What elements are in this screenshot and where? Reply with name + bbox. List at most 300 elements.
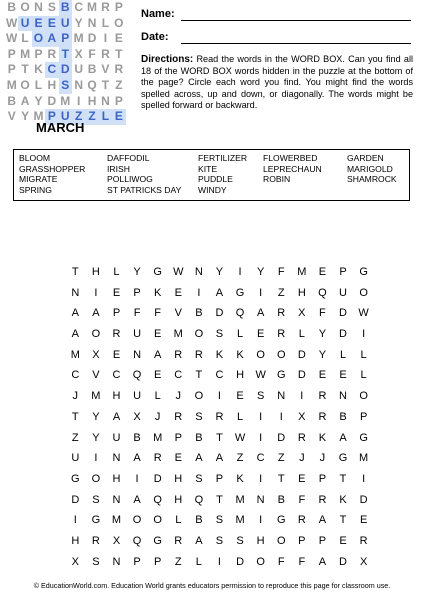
- puzzle-letter[interactable]: I: [238, 266, 242, 278]
- puzzle-letter[interactable]: D: [339, 555, 347, 568]
- puzzle-letter[interactable]: K: [236, 348, 244, 361]
- puzzle-letter[interactable]: R: [318, 390, 327, 403]
- puzzle-letter[interactable]: F: [277, 266, 285, 278]
- puzzle-letter[interactable]: V: [174, 307, 182, 320]
- word-box-word: GARDEN: [347, 153, 384, 163]
- puzzle-letter[interactable]: T: [216, 493, 223, 506]
- puzzle-letter[interactable]: L: [154, 390, 161, 403]
- logo-letter: E: [114, 31, 123, 46]
- name-field: [141, 8, 175, 20]
- logo-letter: U: [74, 62, 83, 77]
- puzzle-letter[interactable]: D: [277, 431, 286, 444]
- puzzle-letter[interactable]: F: [298, 493, 306, 506]
- puzzle-letter[interactable]: M: [359, 452, 369, 465]
- puzzle-letter[interactable]: X: [133, 410, 141, 423]
- puzzle-letter[interactable]: R: [174, 534, 183, 547]
- word-box-word: WINDY: [198, 184, 227, 195]
- puzzle-letter[interactable]: H: [236, 369, 245, 382]
- puzzle-letter[interactable]: R: [215, 410, 224, 423]
- puzzle-row: [65, 510, 374, 531]
- puzzle-letter[interactable]: P: [318, 534, 327, 547]
- puzzle-letter[interactable]: M: [153, 431, 163, 444]
- logo-letter: Q: [87, 77, 97, 92]
- puzzle-letter[interactable]: D: [153, 472, 162, 485]
- puzzle-letter[interactable]: D: [71, 493, 80, 506]
- puzzle-letter[interactable]: R: [153, 452, 162, 465]
- word-box-word: FLOWERBED: [263, 153, 318, 163]
- puzzle-letter[interactable]: V: [92, 369, 100, 382]
- puzzle-letter[interactable]: N: [277, 390, 286, 403]
- puzzle-letter[interactable]: E: [318, 369, 327, 382]
- word-box-word: BLOOM: [19, 153, 51, 163]
- puzzle-letter[interactable]: P: [318, 472, 327, 485]
- puzzle-letter[interactable]: I: [259, 472, 263, 485]
- word-box-column: [198, 153, 247, 195]
- puzzle-letter[interactable]: M: [297, 266, 307, 278]
- puzzle-letter[interactable]: D: [359, 493, 368, 506]
- puzzle-letter[interactable]: D: [297, 348, 306, 361]
- puzzle-letter[interactable]: A: [154, 348, 162, 361]
- puzzle-letter[interactable]: A: [215, 452, 224, 465]
- puzzle-letter[interactable]: Q: [235, 307, 245, 320]
- puzzle-letter[interactable]: I: [94, 286, 98, 299]
- logo-letter: E: [45, 16, 58, 32]
- puzzle-letter[interactable]: J: [175, 390, 182, 403]
- logo-letter: S: [47, 0, 56, 14]
- puzzle-letter[interactable]: L: [360, 369, 367, 382]
- puzzle-letter[interactable]: F: [277, 555, 285, 568]
- puzzle-letter[interactable]: B: [195, 307, 203, 320]
- puzzle-letter[interactable]: A: [318, 555, 327, 568]
- puzzle-row: [65, 386, 374, 407]
- date-label: Date:: [141, 31, 169, 43]
- puzzle-letter[interactable]: A: [256, 307, 265, 320]
- puzzle-letter[interactable]: K: [154, 286, 162, 299]
- puzzle-letter[interactable]: X: [112, 534, 121, 547]
- puzzle-letter[interactable]: E: [339, 369, 347, 382]
- puzzle-letter[interactable]: T: [195, 369, 203, 382]
- puzzle-letter[interactable]: C: [215, 369, 224, 382]
- page-title: MARCH: [36, 120, 85, 135]
- puzzle-letter[interactable]: E: [339, 534, 347, 547]
- puzzle-letter[interactable]: L: [339, 348, 347, 361]
- puzzle-letter[interactable]: H: [174, 493, 183, 506]
- puzzle-letter[interactable]: Z: [71, 431, 79, 444]
- puzzle-letter[interactable]: A: [339, 431, 347, 444]
- puzzle-letter[interactable]: K: [236, 472, 244, 485]
- puzzle-row: [65, 490, 374, 511]
- logo-letter: L: [99, 109, 112, 125]
- puzzle-letter[interactable]: T: [71, 410, 79, 423]
- puzzle-letter[interactable]: G: [338, 452, 348, 465]
- logo-letter: P: [7, 46, 16, 61]
- puzzle-letter[interactable]: L: [360, 348, 367, 361]
- puzzle-letter[interactable]: F: [154, 307, 162, 320]
- logo-letter: L: [21, 31, 29, 46]
- puzzle-letter[interactable]: R: [174, 410, 183, 423]
- logo-letter: D: [59, 62, 72, 78]
- puzzle-letter[interactable]: X: [298, 307, 306, 320]
- puzzle-letter[interactable]: I: [197, 286, 201, 299]
- puzzle-letter[interactable]: N: [339, 390, 347, 403]
- puzzle-letter[interactable]: F: [319, 307, 326, 320]
- puzzle-letter[interactable]: N: [194, 266, 203, 278]
- puzzle-letter[interactable]: M: [70, 348, 80, 361]
- puzzle-letter[interactable]: I: [300, 390, 304, 403]
- logo-letter: M: [73, 31, 84, 46]
- logo-letter: S: [59, 78, 72, 94]
- puzzle-letter[interactable]: E: [298, 472, 306, 485]
- puzzle-letter[interactable]: O: [276, 348, 286, 361]
- logo-letter: W: [6, 15, 18, 30]
- puzzle-letter[interactable]: A: [215, 286, 224, 299]
- puzzle-letter[interactable]: Y: [318, 348, 327, 361]
- logo-letter: R: [47, 46, 57, 61]
- puzzle-letter[interactable]: G: [71, 472, 80, 485]
- puzzle-letter[interactable]: A: [92, 307, 100, 320]
- puzzle-letter[interactable]: P: [215, 472, 224, 485]
- puzzle-letter[interactable]: H: [297, 286, 306, 299]
- puzzle-letter[interactable]: C: [71, 369, 80, 382]
- puzzle-letter[interactable]: A: [112, 410, 121, 423]
- puzzle-letter[interactable]: Y: [92, 431, 100, 444]
- logo-letter: R: [114, 62, 124, 77]
- logo-letter: B: [59, 0, 72, 16]
- logo-row: [5, 16, 127, 32]
- puzzle-letter[interactable]: E: [318, 266, 327, 278]
- logo-letter: I: [103, 31, 108, 46]
- logo-letter: N: [74, 77, 83, 92]
- puzzle-letter[interactable]: P: [112, 307, 121, 320]
- puzzle-letter[interactable]: U: [133, 328, 142, 341]
- puzzle-letter[interactable]: G: [153, 266, 162, 278]
- logo-letter: L: [34, 77, 43, 92]
- puzzle-letter[interactable]: E: [359, 514, 368, 527]
- puzzle-letter[interactable]: X: [359, 555, 368, 568]
- puzzle-letter[interactable]: S: [195, 472, 203, 485]
- puzzle-letter[interactable]: O: [132, 514, 142, 527]
- puzzle-letter[interactable]: Y: [256, 266, 265, 278]
- puzzle-letter[interactable]: P: [154, 555, 162, 568]
- puzzle-letter[interactable]: W: [173, 266, 184, 278]
- logo-letter: U: [18, 16, 31, 32]
- name-line: [181, 20, 411, 21]
- logo-letter: D: [47, 93, 57, 108]
- puzzle-letter[interactable]: L: [175, 514, 182, 527]
- logo-letter: Z: [115, 77, 123, 92]
- puzzle-letter[interactable]: M: [235, 493, 245, 506]
- puzzle-letter[interactable]: S: [215, 328, 224, 341]
- puzzle-letter[interactable]: K: [318, 431, 327, 444]
- puzzle-letter[interactable]: H: [174, 472, 183, 485]
- puzzle-letter[interactable]: C: [112, 369, 121, 382]
- puzzle-letter[interactable]: E: [154, 369, 162, 382]
- logo-letter: Y: [74, 15, 83, 30]
- logo-letter: T: [59, 47, 72, 63]
- puzzle-letter[interactable]: R: [318, 493, 327, 506]
- logo-letter: Y: [21, 109, 30, 124]
- puzzle-letter[interactable]: E: [112, 286, 121, 299]
- puzzle-letter[interactable]: K: [339, 493, 347, 506]
- puzzle-row: [65, 531, 374, 552]
- puzzle-letter[interactable]: S: [236, 534, 244, 547]
- puzzle-letter[interactable]: I: [217, 555, 221, 568]
- puzzle-letter[interactable]: I: [362, 472, 366, 485]
- puzzle-letter[interactable]: U: [133, 390, 142, 403]
- puzzle-letter[interactable]: S: [256, 390, 265, 403]
- puzzle-letter[interactable]: M: [91, 390, 101, 403]
- puzzle-letter[interactable]: A: [71, 328, 79, 341]
- puzzle-letter[interactable]: A: [318, 514, 327, 527]
- puzzle-letter[interactable]: G: [276, 369, 286, 382]
- puzzle-letter[interactable]: S: [215, 534, 224, 547]
- puzzle-letter[interactable]: N: [256, 493, 265, 506]
- puzzle-letter[interactable]: E: [112, 348, 121, 361]
- puzzle-letter[interactable]: D: [339, 307, 347, 320]
- puzzle-letter[interactable]: G: [359, 431, 368, 444]
- puzzle-letter[interactable]: J: [154, 410, 161, 423]
- logo-letter: U: [59, 109, 72, 125]
- logo-letter: Z: [72, 109, 85, 125]
- puzzle-letter[interactable]: A: [195, 452, 203, 465]
- logo-letter: O: [32, 31, 45, 47]
- puzzle-letter[interactable]: O: [194, 390, 204, 403]
- puzzle-letter[interactable]: O: [91, 472, 101, 485]
- puzzle-letter[interactable]: R: [359, 534, 368, 547]
- puzzle-letter[interactable]: R: [277, 328, 286, 341]
- puzzle-letter[interactable]: A: [133, 493, 141, 506]
- logo-letter: X: [74, 46, 83, 61]
- puzzle-letter[interactable]: E: [174, 452, 182, 465]
- puzzle-letter[interactable]: C: [256, 452, 265, 465]
- puzzle-letter[interactable]: G: [235, 286, 245, 299]
- puzzle-letter[interactable]: N: [112, 452, 121, 465]
- logo-letter: D: [87, 31, 97, 46]
- puzzle-letter[interactable]: N: [71, 286, 80, 299]
- puzzle-letter[interactable]: B: [339, 410, 347, 423]
- puzzle-letter[interactable]: G: [359, 266, 368, 278]
- directions: [141, 54, 413, 112]
- word-box-word: MARIGOLD: [347, 163, 393, 174]
- puzzle-letter[interactable]: A: [195, 534, 203, 547]
- puzzle-letter[interactable]: O: [276, 534, 286, 547]
- puzzle-logo: [5, 0, 127, 125]
- puzzle-letter[interactable]: R: [277, 307, 286, 320]
- logo-row: [5, 94, 127, 110]
- puzzle-letter[interactable]: A: [133, 452, 141, 465]
- logo-letter: A: [45, 31, 58, 47]
- logo-letter: F: [88, 46, 96, 61]
- puzzle-letter[interactable]: U: [339, 286, 347, 299]
- logo-letter: P: [7, 62, 16, 77]
- directions-lead: Directions:: [141, 54, 194, 65]
- puzzle-letter[interactable]: I: [279, 410, 283, 423]
- puzzle-letter[interactable]: B: [133, 431, 141, 444]
- puzzle-letter[interactable]: C: [174, 369, 183, 382]
- puzzle-letter[interactable]: W: [255, 369, 266, 382]
- puzzle-row: [65, 428, 374, 449]
- puzzle-letter[interactable]: O: [359, 286, 368, 299]
- puzzle-letter[interactable]: B: [195, 514, 203, 527]
- puzzle-letter[interactable]: Q: [194, 493, 204, 506]
- puzzle-letter[interactable]: M: [235, 514, 245, 527]
- puzzle-letter[interactable]: K: [215, 348, 224, 361]
- logo-letter: V: [101, 62, 110, 77]
- logo-letter: E: [112, 109, 125, 125]
- puzzle-letter[interactable]: H: [256, 534, 265, 547]
- puzzle-letter[interactable]: L: [298, 328, 305, 341]
- logo-letter: R: [101, 0, 110, 14]
- puzzle-letter[interactable]: S: [195, 410, 203, 423]
- puzzle-letter[interactable]: G: [153, 534, 162, 547]
- puzzle-letter[interactable]: I: [362, 328, 366, 341]
- word-box-column: [347, 153, 397, 185]
- puzzle-letter[interactable]: O: [153, 514, 162, 527]
- word-box-word: SHAMROCK: [347, 174, 397, 184]
- puzzle-letter[interactable]: I: [217, 390, 221, 403]
- puzzle-letter[interactable]: I: [259, 286, 263, 299]
- puzzle-grid: [65, 262, 374, 572]
- puzzle-letter[interactable]: O: [256, 555, 265, 568]
- puzzle-letter[interactable]: L: [113, 266, 120, 278]
- puzzle-row: [65, 552, 374, 573]
- puzzle-letter[interactable]: T: [216, 431, 223, 444]
- puzzle-letter[interactable]: I: [259, 410, 263, 423]
- puzzle-letter[interactable]: X: [92, 348, 100, 361]
- puzzle-letter[interactable]: L: [236, 410, 244, 423]
- puzzle-letter[interactable]: P: [174, 431, 182, 444]
- puzzle-letter[interactable]: Q: [132, 534, 142, 547]
- puzzle-letter[interactable]: Y: [215, 266, 224, 278]
- puzzle-letter[interactable]: J: [319, 452, 326, 465]
- puzzle-letter[interactable]: I: [73, 514, 77, 527]
- puzzle-letter[interactable]: P: [133, 555, 141, 568]
- word-box-word: ROBIN: [263, 174, 291, 184]
- puzzle-letter[interactable]: I: [259, 431, 263, 444]
- puzzle-letter[interactable]: G: [276, 514, 286, 527]
- puzzle-letter[interactable]: D: [215, 307, 224, 320]
- puzzle-letter[interactable]: I: [135, 472, 139, 485]
- puzzle-letter[interactable]: A: [71, 307, 79, 320]
- puzzle-letter[interactable]: Z: [174, 555, 182, 568]
- puzzle-letter[interactable]: P: [133, 286, 141, 299]
- puzzle-letter[interactable]: H: [91, 266, 100, 278]
- puzzle-letter[interactable]: P: [359, 410, 368, 423]
- puzzle-letter[interactable]: E: [174, 286, 182, 299]
- logo-letter: Y: [34, 93, 43, 108]
- puzzle-letter[interactable]: W: [234, 431, 246, 444]
- puzzle-letter[interactable]: T: [339, 472, 347, 485]
- puzzle-letter[interactable]: S: [92, 493, 100, 506]
- puzzle-letter[interactable]: T: [277, 472, 285, 485]
- puzzle-letter[interactable]: O: [359, 390, 368, 403]
- logo-letter: Z: [85, 109, 98, 125]
- puzzle-letter[interactable]: M: [173, 328, 183, 341]
- puzzle-letter[interactable]: Q: [153, 493, 162, 506]
- puzzle-letter[interactable]: R: [297, 431, 306, 444]
- puzzle-letter[interactable]: Q: [132, 369, 142, 382]
- puzzle-letter[interactable]: Z: [277, 286, 285, 299]
- puzzle-letter[interactable]: X: [298, 410, 306, 423]
- word-box-column: [107, 153, 181, 195]
- puzzle-letter[interactable]: R: [297, 514, 306, 527]
- puzzle-letter[interactable]: R: [112, 328, 121, 341]
- puzzle-letter[interactable]: S: [92, 555, 100, 568]
- puzzle-letter[interactable]: H: [71, 534, 80, 547]
- logo-letter: B: [7, 93, 17, 108]
- puzzle-letter[interactable]: T: [71, 266, 79, 278]
- puzzle-letter[interactable]: Q: [318, 286, 327, 299]
- puzzle-letter[interactable]: H: [112, 472, 121, 485]
- word-box-word: POLLIWOG: [107, 174, 153, 184]
- puzzle-letter[interactable]: S: [215, 514, 224, 527]
- puzzle-letter[interactable]: D: [297, 369, 306, 382]
- puzzle-letter[interactable]: J: [299, 452, 305, 465]
- puzzle-letter[interactable]: E: [256, 328, 265, 341]
- puzzle-letter[interactable]: U: [112, 431, 121, 444]
- puzzle-letter[interactable]: G: [91, 514, 101, 527]
- puzzle-letter[interactable]: D: [236, 555, 245, 568]
- puzzle-row: [65, 469, 374, 490]
- puzzle-letter[interactable]: R: [194, 348, 203, 361]
- puzzle-letter[interactable]: I: [259, 514, 263, 527]
- puzzle-letter[interactable]: X: [71, 555, 79, 568]
- logo-letter: T: [101, 77, 110, 92]
- puzzle-letter[interactable]: Y: [92, 410, 100, 423]
- puzzle-letter[interactable]: Y: [318, 328, 327, 341]
- date-field: [141, 31, 169, 43]
- puzzle-letter[interactable]: Y: [133, 266, 141, 278]
- logo-letter: O: [20, 0, 30, 14]
- puzzle-letter[interactable]: D: [339, 328, 347, 341]
- logo-row: [5, 62, 127, 78]
- puzzle-letter[interactable]: B: [195, 431, 203, 444]
- puzzle-letter[interactable]: F: [298, 555, 306, 568]
- puzzle-letter[interactable]: W: [358, 307, 369, 320]
- puzzle-letter[interactable]: P: [298, 534, 306, 547]
- logo-letter: E: [32, 16, 45, 32]
- puzzle-letter[interactable]: T: [339, 514, 347, 527]
- puzzle-letter[interactable]: O: [194, 328, 204, 341]
- logo-letter: P: [114, 0, 123, 14]
- puzzle-letter[interactable]: L: [195, 555, 202, 568]
- puzzle-letter[interactable]: E: [154, 328, 162, 341]
- puzzle-letter[interactable]: P: [339, 266, 347, 278]
- logo-letter: M: [6, 77, 17, 92]
- puzzle-letter[interactable]: U: [71, 452, 80, 465]
- puzzle-letter[interactable]: E: [236, 390, 244, 403]
- puzzle-letter[interactable]: N: [133, 348, 142, 361]
- puzzle-letter[interactable]: R: [318, 410, 327, 423]
- puzzle-letter[interactable]: B: [277, 493, 285, 506]
- puzzle-letter[interactable]: R: [174, 348, 183, 361]
- logo-letter: C: [45, 62, 58, 78]
- puzzle-letter[interactable]: Z: [277, 452, 285, 465]
- puzzle-letter[interactable]: L: [236, 328, 244, 341]
- puzzle-letter[interactable]: J: [72, 390, 79, 403]
- puzzle-letter[interactable]: Z: [236, 452, 244, 465]
- puzzle-letter[interactable]: M: [111, 514, 122, 527]
- puzzle-letter[interactable]: O: [91, 328, 101, 341]
- puzzle-letter[interactable]: N: [112, 493, 121, 506]
- puzzle-letter[interactable]: N: [112, 555, 121, 568]
- puzzle-letter[interactable]: F: [133, 307, 141, 320]
- logo-letter: M: [20, 46, 31, 61]
- puzzle-letter[interactable]: H: [112, 390, 121, 403]
- puzzle-letter[interactable]: I: [94, 452, 98, 465]
- puzzle-letter[interactable]: O: [256, 348, 265, 361]
- puzzle-letter[interactable]: R: [91, 534, 100, 547]
